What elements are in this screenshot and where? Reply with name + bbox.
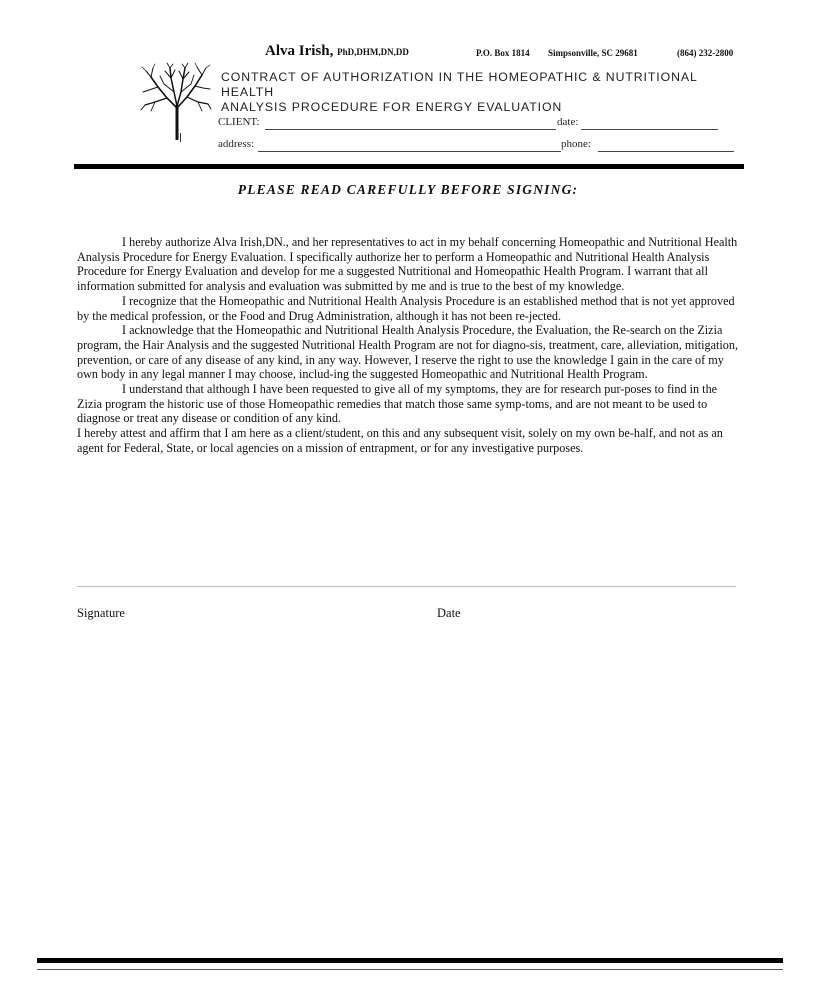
phone-field[interactable] [598, 151, 734, 152]
contract-title [221, 70, 741, 115]
tree-icon [140, 62, 212, 140]
footer-rule-thin [37, 969, 783, 970]
date-field-label: date: [557, 116, 579, 128]
contract-title-line1: CONTRACT OF AUTHORIZATION IN THE HOMEOPATHIC & NUTRITIONAL HEALTH [221, 70, 698, 99]
client-field[interactable] [265, 129, 556, 130]
logo-rule-accent [180, 133, 181, 142]
name-text: Alva Irish, [265, 43, 334, 59]
contract-title-line2: ANALYSIS PROCEDURE FOR ENERGY EVALUATION [221, 100, 563, 114]
client-label: CLIENT: [218, 116, 260, 128]
agreement-body [77, 235, 745, 456]
footer-rule-thick [37, 958, 783, 963]
notice-heading: PLEASE READ CAREFULLY BEFORE SIGNING: [237, 182, 579, 197]
header-divider [74, 164, 744, 169]
signature-label: Signature [77, 606, 125, 620]
paragraph-recognition: I recognize that the Homeopathic and Nutritional Health Analysis Procedure is an established method that is not yet approved by the medical profession, or the Food and Drug Administration, although it has not been re-jected. [77, 293, 735, 323]
header-phone: (864) 232-2800 [677, 48, 734, 58]
paragraph-attestation: I hereby attest and affirm that I am here as a client/student, on this and any subsequent visit, solely on my own be-half, and not as an agent for Federal, State, or local agencies on a mission of entrapment, or for any investigative purposes. [77, 426, 723, 455]
paragraph-authorization: I hereby authorize Alva Irish,DN., and her representatives to act in my behalf concerning Homeopathic and Nutritional Health Analysis Procedure for Energy Evaluation. I specifically authorize her to perform a Homeopathic and Nutritional Health Analysis Procedure for Energy Evaluation and develop for me a suggested Nutritional and Homeopathic Health Program. I warrant that all information submitted for analysis and evaluation was submitted by me and is true to the best of my knowledge. [77, 235, 738, 294]
practitioner-name [265, 43, 409, 60]
signature-date-label: Date [437, 606, 461, 620]
paragraph-acknowledgement: I acknowledge that the Homeopathic and Nutritional Health Analysis Procedure, the Evaluation, the Re-search on the Zizia program, the Hair Analysis and the suggested Nutritional Health Program are not for diagno-sis, treatment, care, alleviation, mitigation, prevention, or care of any disease of any kind, in any way. However, I reserve the right to use the knowledge I gain in the care of my own body in any legal manner I may choose, includ-ing the suggested Homeopathic and Nutritional Health Program. [77, 323, 738, 382]
credentials-text: PhD,DHM,DN,DD [337, 47, 409, 57]
city-state-zip: Simpsonville, SC 29681 [548, 48, 638, 58]
phone-field-label: phone: [561, 138, 591, 150]
po-box: P.O. Box 1814 [476, 48, 530, 58]
address-label: address: [218, 138, 255, 150]
paragraph-understanding: I understand that although I have been requested to give all of my symptoms, they are for research pur-poses to find in the Zizia program the historic use of those Homeopathic remedies that match those same symp-toms, and are not meant to be used to diagnose or treat any disease or condition of any kind. [77, 382, 718, 426]
signature-line[interactable] [77, 586, 736, 587]
address-field[interactable] [258, 151, 561, 152]
date-field[interactable] [581, 129, 718, 130]
